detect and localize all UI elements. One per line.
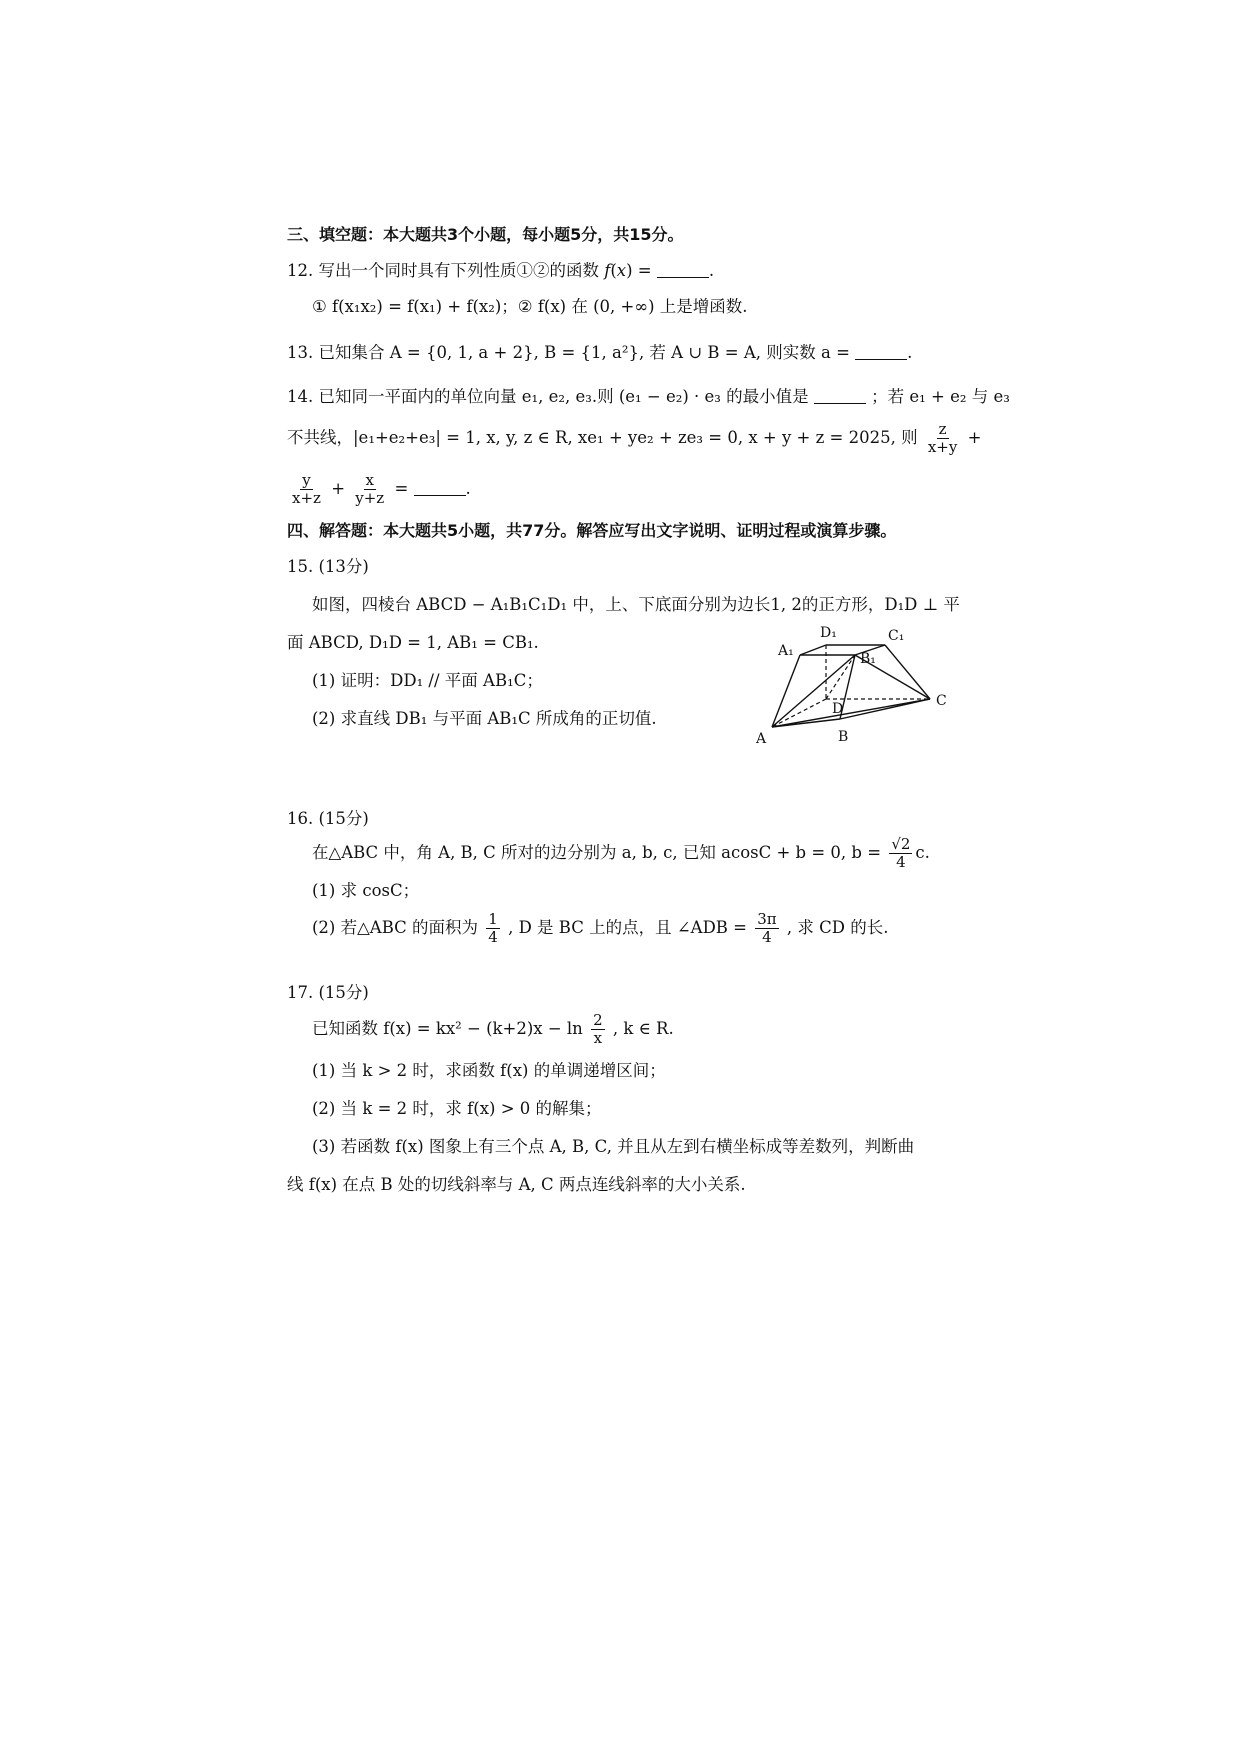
q16-part2-c: , 求 CD 的长. xyxy=(786,918,889,937)
q15-number: 15. (13分) xyxy=(287,557,369,576)
q17-part3-line2: 线 f(x) 在点 B 处的切线斜率与 A, C 两点连线斜率的大小关系. xyxy=(287,1175,746,1194)
q14-line1-post: ；若 e₁ + e₂ 与 e₃ xyxy=(871,387,1010,406)
label-D: D xyxy=(832,701,844,717)
q14-line1-text: 14. 已知同一平面内的单位向量 e₁, e₂, e₃.则 (e₁ − e₂) · e₃ 的最小值是 xyxy=(287,387,809,406)
q12-stem-text: 12. 写出一个同时具有下列性质①②的函数 xyxy=(287,261,599,280)
fraction-numerator: 3π xyxy=(757,910,777,928)
fraction xyxy=(755,911,778,946)
q12-stem-end: . xyxy=(708,261,715,280)
q14-line2-text: 不共线，|e₁+e₂+e₃| = 1, x, y, z ∈ R, xe₁ + ye₂ + ze₃ = 0, x + y + z = 2025, 则 xyxy=(287,428,918,447)
fraction-denominator: 4 xyxy=(762,928,772,946)
answer-blank xyxy=(414,481,466,496)
plus-sign: + xyxy=(967,428,982,447)
q13-stem xyxy=(287,342,912,364)
fraction-denominator: 4 xyxy=(488,928,498,946)
q16-part2 xyxy=(312,908,888,948)
label-A: A xyxy=(756,731,767,747)
q12-properties: ① f(x₁x₂) = f(x₁) + f(x₂)；② f(x) 在 (0, +∞) 上是增函数. xyxy=(312,297,748,316)
label-C: C xyxy=(936,693,947,709)
plus-sign: + xyxy=(331,479,346,498)
fraction xyxy=(353,472,386,507)
q17-part3-line1: (3) 若函数 f(x) 图象上有三个点 A, B, C, 并且从左到右横坐标成等差数列，判断曲 xyxy=(312,1137,915,1156)
label-B: B xyxy=(838,729,849,745)
frustum-figure xyxy=(750,615,960,750)
q13-end: . xyxy=(907,343,913,362)
q15-line1: 如图，四棱台 ABCD − A₁B₁C₁D₁ 中，上、下底面分别为边长1, 2的正方形，D₁D ⊥ 平 xyxy=(312,595,960,614)
q15-part1: (1) 证明：DD₁ // 平面 AB₁C； xyxy=(312,671,543,690)
fraction-denominator: y+z xyxy=(355,489,385,507)
q16-number: 16. (15分) xyxy=(287,809,369,828)
fraction-denominator: 4 xyxy=(896,853,906,871)
q12-stem: 12. 写出一个同时具有下列性质①②的函数 f(x) = . xyxy=(287,261,715,280)
q14-line3 xyxy=(287,470,471,508)
fraction xyxy=(926,421,960,456)
q16-part2-a: (2) 若△ABC 的面积为 xyxy=(312,918,479,937)
q16-line1 xyxy=(312,834,930,872)
fraction-denominator: x xyxy=(593,1029,603,1047)
q14-end: . xyxy=(465,479,471,498)
fraction-numerator: z xyxy=(938,420,947,438)
q17-part2: (2) 当 k = 2 时，求 f(x) > 0 的解集； xyxy=(312,1099,602,1118)
fraction xyxy=(591,1012,605,1047)
label-C1: C₁ xyxy=(888,628,905,644)
equals-sign: = xyxy=(394,479,409,498)
answer-blank xyxy=(814,389,866,404)
q16-line1-end: c. xyxy=(915,843,930,862)
label-D1: D₁ xyxy=(820,625,837,641)
section3-heading: 三、填空题：本大题共3个小题，每小题5分，共15分。 xyxy=(287,225,684,244)
label-A1: A₁ xyxy=(778,643,794,659)
q14-line2 xyxy=(287,420,981,456)
q17-part1: (1) 当 k > 2 时，求函数 f(x) 的单调递增区间； xyxy=(312,1061,666,1080)
q17-number: 17. (15分) xyxy=(287,983,369,1002)
q14-line1 xyxy=(287,386,1010,408)
answer-blank xyxy=(855,345,907,360)
answer-blank xyxy=(657,263,709,278)
q17-line1-a: 已知函数 f(x) = kx² − (k+2)x − ln xyxy=(312,1019,583,1038)
q16-line1-text: 在△ABC 中，角 A, B, C 所对的边分别为 a, b, c, 已知 acosC + b = 0, b = xyxy=(312,843,882,862)
fraction xyxy=(889,836,912,871)
q17-line1-b: , k ∈ R. xyxy=(612,1019,674,1038)
fraction-denominator: x+y xyxy=(927,438,958,456)
fraction xyxy=(486,911,500,946)
section4-heading: 四、解答题：本大题共5小题，共77分。解答应写出文字说明、证明过程或演算步骤。 xyxy=(287,521,897,540)
q13-stem-text: 13. 已知集合 A = {0, 1, a + 2}, B = {1, a²}, 若 A ∪ B = A, 则实数 a = xyxy=(287,343,850,362)
q15-part2: (2) 求直线 DB₁ 与平面 AB₁C 所成角的正切值. xyxy=(312,709,657,728)
label-B1: B₁ xyxy=(860,651,876,667)
fraction-numerator: y xyxy=(302,471,311,489)
fraction-numerator: 1 xyxy=(488,910,498,928)
q16-part1: (1) 求 cosC； xyxy=(312,881,420,900)
q17-line1 xyxy=(312,1010,674,1048)
fraction-numerator: x xyxy=(365,471,374,489)
fraction-numerator: 2 xyxy=(593,1011,603,1029)
q16-part2-b: , D 是 BC 上的点，且 ∠ADB = xyxy=(508,918,747,937)
fraction-denominator: x+z xyxy=(292,489,321,507)
fraction xyxy=(290,472,323,507)
fraction-numerator: √2 xyxy=(891,835,911,853)
q15-line2: 面 ABCD, D₁D = 1, AB₁ = CB₁. xyxy=(287,633,539,652)
